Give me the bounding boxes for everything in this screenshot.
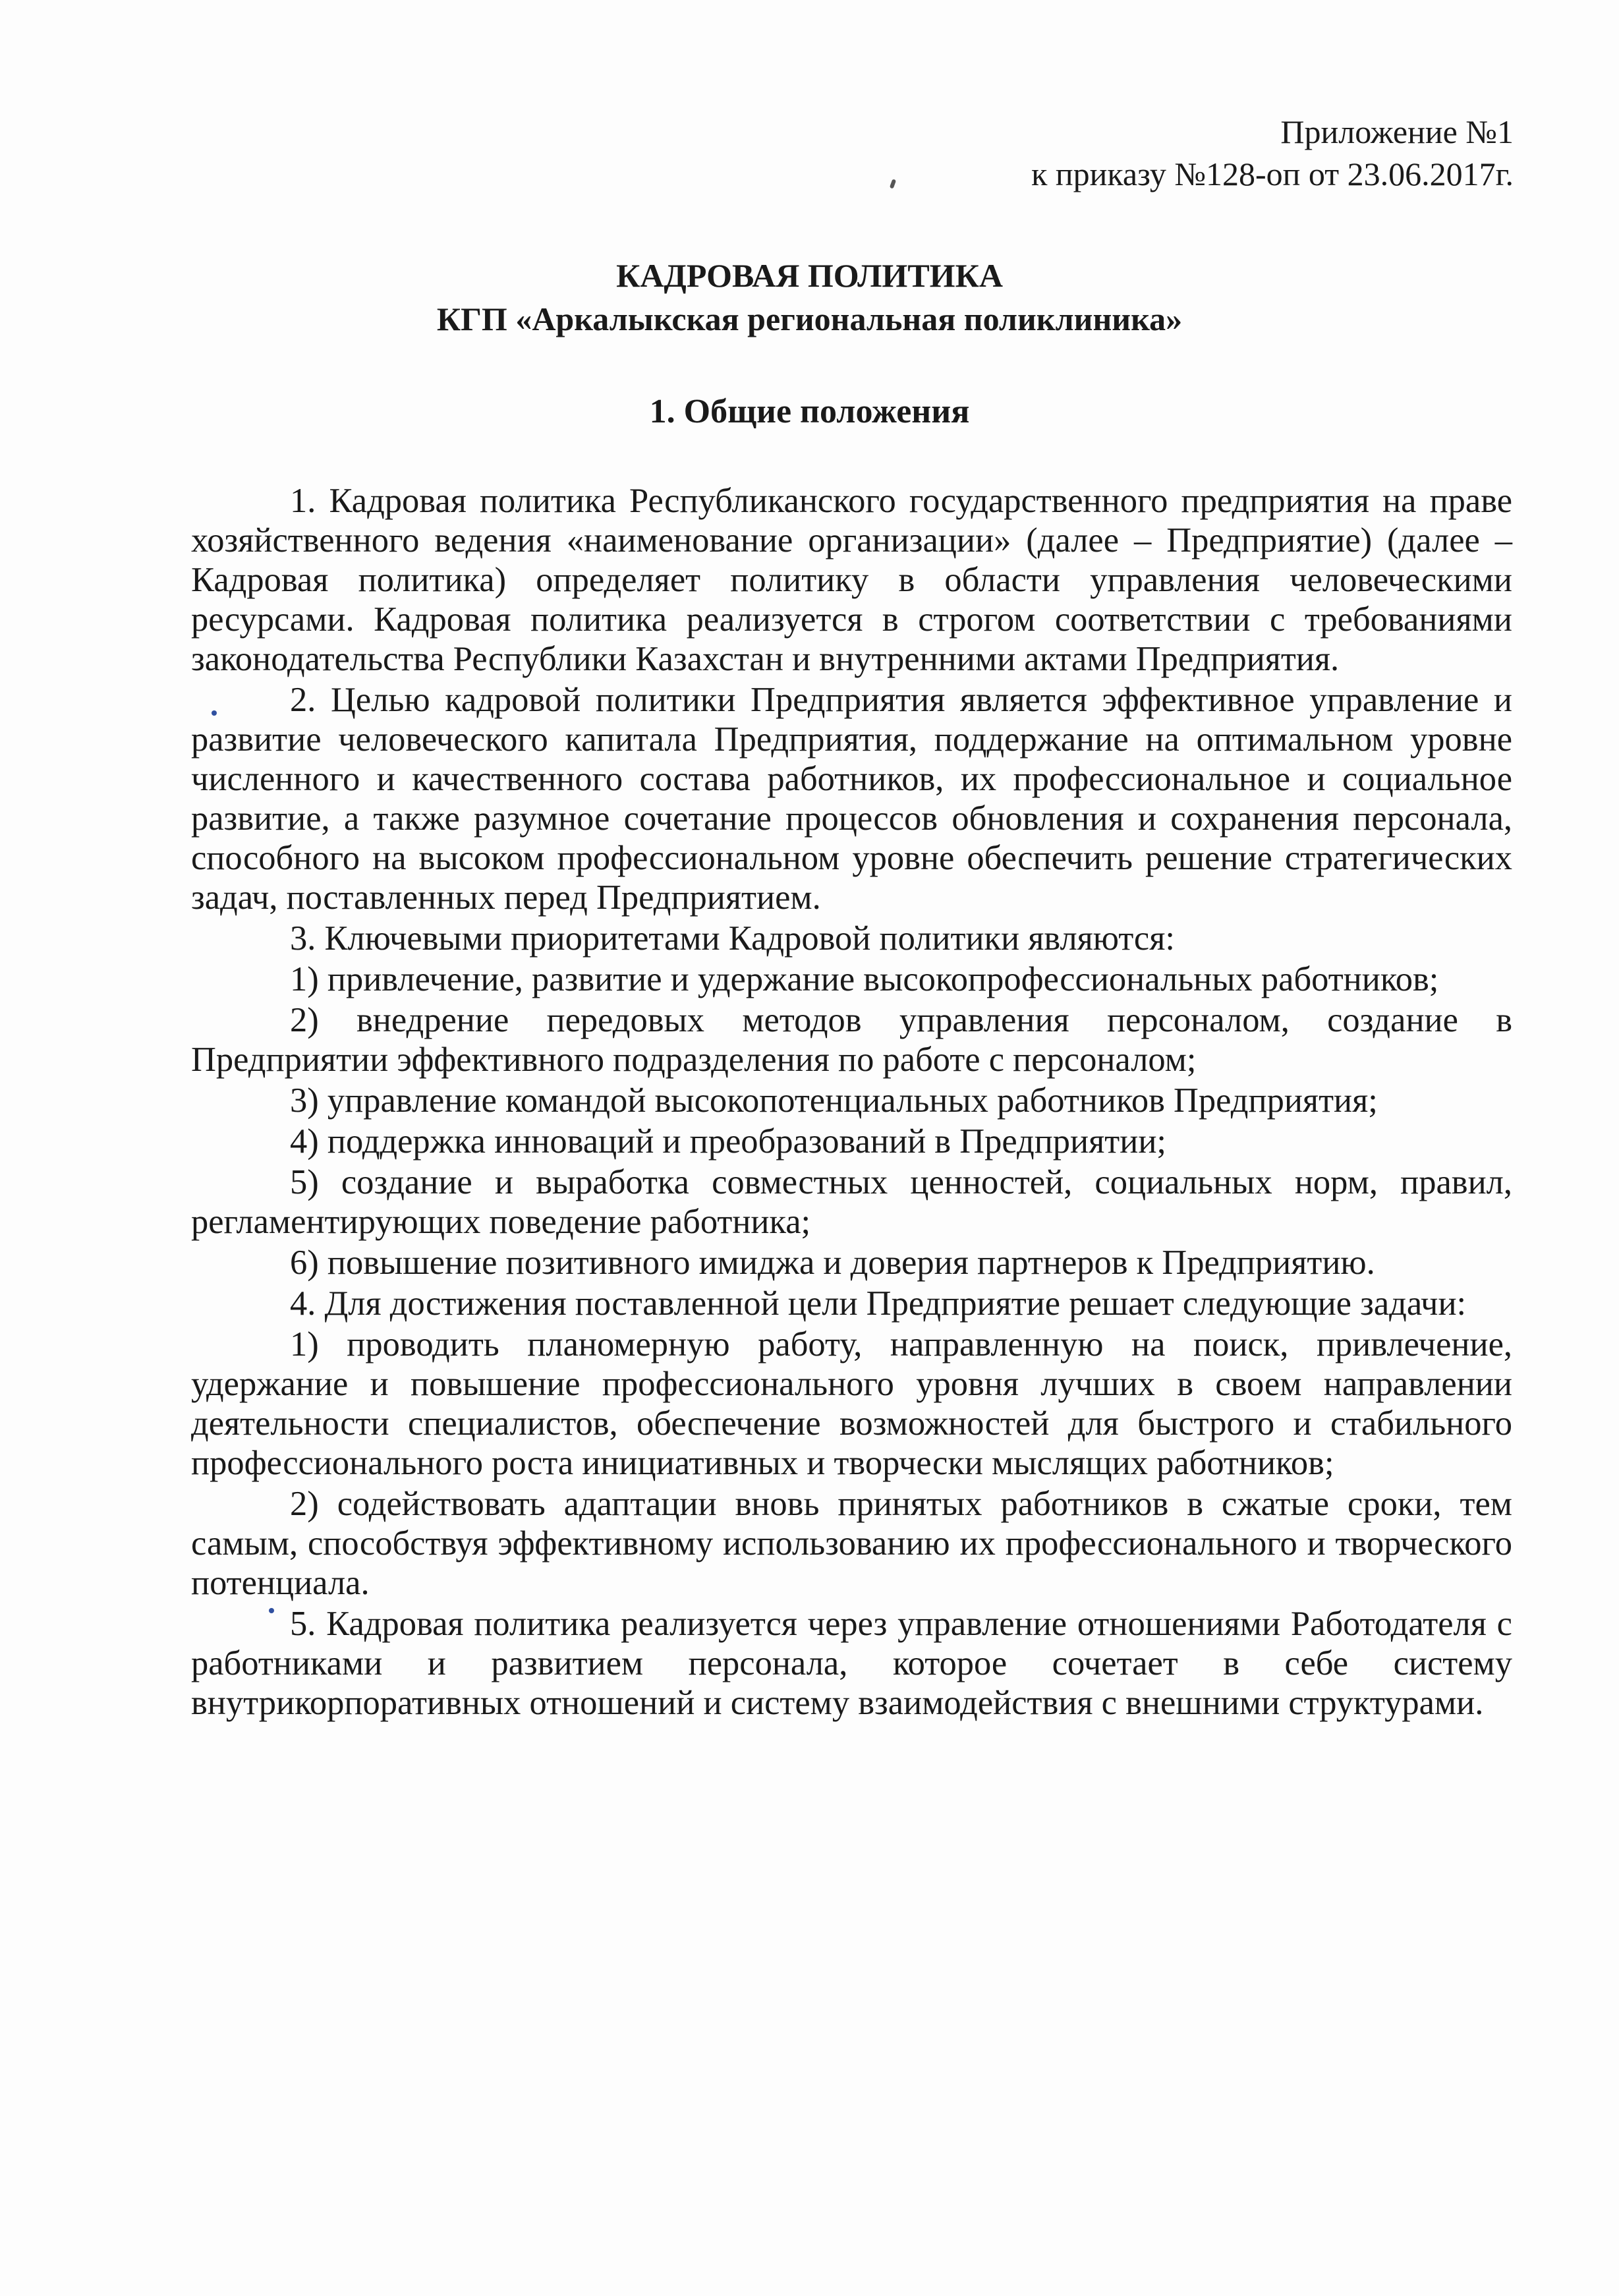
task-item-2: 2) содействовать адаптации вновь принятых работников в сжатые сроки, тем самым, способствуя эффективному использованию их профессионального и творческого потенциала. [191, 1485, 1512, 1602]
title-main: КАДРОВАЯ ПОЛИТИКА [616, 257, 1003, 294]
paragraph-5: 5. Кадровая политика реализуется через управление отношениями Работодателя с работниками и развитием персонала, которое сочетает в себе систему внутрикорпоративных отношений и систему взаимодействия с внешними структурами. [191, 1605, 1512, 1722]
paragraph-3: 3. Ключевыми приоритетами Кадровой политики являются: [290, 919, 1175, 958]
task-item-1: 1) проводить планомерную работу, направленную на поиск, привлечение, удержание и повышение профессионального уровня лучших в своем направлении деятельности специалистов, обеспечение возможностей для быстрого и стабильного профессионального роста инициативных и творчески мыслящих работников; [191, 1325, 1512, 1482]
document-title [0, 254, 1619, 341]
priority-item-6: 6) повышение позитивного имиджа и доверия партнеров к Предприятию. [290, 1244, 1375, 1282]
scan-mark [269, 1608, 274, 1613]
priority-item-2: 2) внедрение передовых методов управления персоналом, создание в Предприятии эффективного подразделения по работе с персоналом; [191, 1001, 1512, 1079]
section-heading: 1. Общие положения [649, 393, 970, 430]
paragraph-4: 4. Для достижения поставленной цели Предприятие решает следующие задачи: [290, 1284, 1467, 1323]
priority-item-1: 1) привлечение, развитие и удержание высокопрофессиональных работников; [290, 960, 1439, 998]
order-reference: к приказу №128-оп от 23.06.2017г. [1031, 156, 1514, 192]
paragraph-1: 1. Кадровая политика Республиканского государственного предприятия на праве хозяйственного ведения «наименование организации» (далее – Предприятие) (далее – Кадровая политика) определяет политику в области управления человеческими ресурсами. Кадровая политика реализуется в строгом соответствии с требованиями законодательства Республики Казахстан и внутренними актами Предприятия. [191, 482, 1512, 678]
priority-item-4: 4) поддержка инноваций и преобразований в Предприятии; [290, 1122, 1167, 1161]
priority-item-5: 5) создание и выработка совместных ценностей, социальных норм, правил, регламентирующих поведение работника; [191, 1163, 1512, 1241]
scan-mark [212, 710, 217, 716]
paragraph-2: 2. Целью кадровой политики Предприятия является эффективное управление и развитие человеческого капитала Предприятия, поддержание на оптимальном уровне численного и качественного состава работников, их профессиональное и социальное развитие, а также разумное сочетание процессов обновления и сохранения персонала, способного на высоком профессиональном уровне обеспечить решение стратегических задач, поставленных перед Предприятием. [191, 681, 1512, 917]
title-organization: КГП «Аркалыкская региональная поликлиника» [436, 301, 1183, 337]
document-body [191, 481, 1512, 1724]
priority-item-3: 3) управление командой высокопотенциальных работников Предприятия; [290, 1081, 1378, 1120]
annex-reference [1031, 111, 1514, 195]
scan-mark [890, 179, 896, 188]
annex-number: Приложение №1 [1280, 113, 1514, 150]
